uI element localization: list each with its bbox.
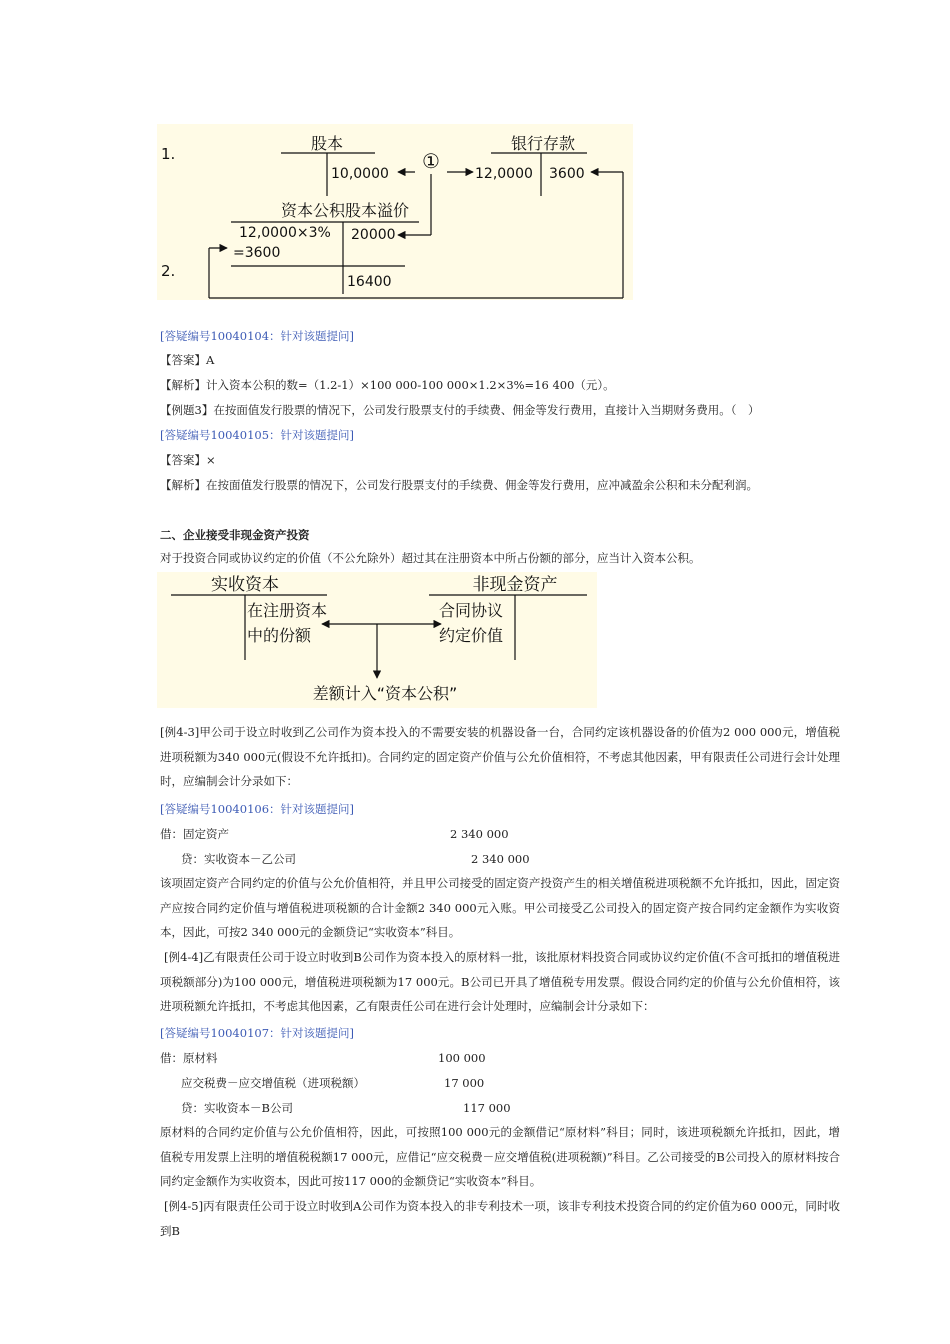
ex44-note: 原材料的合同约定价值与公允价值相符，因此，可按照100 000元的金额借记“原材料”科目；同时，该进项税额允许抵扣，因此，增值税专用发票上注明的增值税税额17 000元，应借记“应交税费－应交增值税(进项税额)”科目。乙公司接受的B公司投入的原材料按合同约定金额作为实收资本，因此可按117 000的金额贷记“实收资本”科目。 xyxy=(160,1125,840,1188)
q3-analysis: 【解析】在按面值发行股票的情况下，公司发行股票支付的手续费、佣金等发行费用，应冲减盈余公积和未分配利润。 xyxy=(160,478,758,492)
account-bank: 银行存款 xyxy=(510,134,576,153)
bank-credit: 3600 xyxy=(549,166,585,182)
ex44-debit2-amount: 17 000 xyxy=(444,1076,485,1090)
ex44-link[interactable]: [答疑编号10040107：针对该题提问] xyxy=(160,1026,355,1040)
bank-debit: 12,0000 xyxy=(475,166,533,182)
row1-label: 1. xyxy=(161,145,176,163)
ex43-text: [例4-3]甲公司于设立时收到乙公司作为资本投入的不需要安装的机器设备一台，合同约定该机器设备的价值为2 000 000元，增值税进项税额为340 000元(假设不允许抵扣)。合同约定的固定资产价值与公允价值相符，不考虑其他因素，甲有限责任公司进行会计处理时，应编制会计分录如下： xyxy=(160,725,840,788)
ex43-credit-amount: 2 340 000 xyxy=(471,852,530,866)
bottom-note: 差额计入“资本公积” xyxy=(312,684,458,703)
t-account-diagram-1 xyxy=(157,124,633,300)
ex44-credit: 贷：实收资本－B公司 xyxy=(181,1101,293,1115)
ex44-debit1-amount: 100 000 xyxy=(438,1051,486,1065)
left-line1: 在注册资本 xyxy=(247,601,328,620)
ex44-text: [例4-4]乙有限责任公司于设立时收到B公司作为资本投入的原材料一批，该批原材料投资合同或协议约定价值(不含可抵扣的增值税进项税额部分)为100 000元，增值税进项税额为17 000元。B公司已开具了增值税专用发票。假设合同约定的价值与公允价值相符，该进项税额允许抵扣，不考虑其他因素，乙有限责任公司在进行会计处理时，应编制会计分录如下： xyxy=(160,950,840,1013)
q3-link[interactable]: [答疑编号10040105：针对该题提问] xyxy=(160,428,355,442)
ex43-note: 该项固定资产合同约定的价值与公允价值相符，并且甲公司接受的固定资产投资产生的相关增值税进项税额不允许抵扣，因此，固定资产应按合同约定价值与增值税进项税额的合计金额2 340 000元入账。甲公司接受乙公司投入的固定资产按合同约定金额作为实收资本，因此，可按2 340 000元的金额贷记“实收资本”科目。 xyxy=(160,876,840,939)
left-line2: 中的份额 xyxy=(247,626,312,645)
q1-analysis: 【解析】计入资本公积的数=（1.2-1）×100 000-100 000×1.2×3%=16 400（元）。 xyxy=(160,378,615,392)
q1-link[interactable]: [答疑编号10040104：针对该题提问] xyxy=(160,329,355,343)
account-share-capital: 股本 xyxy=(310,134,344,153)
share-capital-credit: 10,0000 xyxy=(331,166,389,182)
circle-mark: ① xyxy=(422,149,440,173)
premium-debit-line1: 12,0000×3% xyxy=(239,225,331,241)
section2-intro: 对于投资合同或协议约定的价值（不公允除外）超过其在注册资本中所占份额的部分，应当计入资本公积。 xyxy=(160,551,701,565)
ex45-text: [例4-5]丙有限责任公司于设立时收到A公司作为资本投入的非专利技术一项，该非专利技术投资合同的约定价值为60 000元，同时收到B xyxy=(160,1199,840,1238)
ex43-debit: 借：固定资产 xyxy=(160,827,229,841)
row2-label: 2. xyxy=(161,262,176,280)
ex43-debit-amount: 2 340 000 xyxy=(450,827,509,841)
premium-balance: 16400 xyxy=(347,274,392,290)
left-account: 实收资本 xyxy=(211,575,279,595)
ex44-debit1: 借：原材料 xyxy=(160,1051,218,1065)
ex44-debit2: 应交税费－应交增值税（进项税额） xyxy=(181,1076,365,1090)
q3-question: 【例题3】在按面值发行股票的情况下，公司发行股票支付的手续费、佣金等发行费用，直接计入当期财务费用。（ ） xyxy=(160,403,760,417)
account-premium: 资本公积股本溢价 xyxy=(280,201,410,220)
right-line2: 约定价值 xyxy=(439,626,504,645)
ex44-credit-amount: 117 000 xyxy=(463,1101,511,1115)
premium-debit-line2: =3600 xyxy=(233,245,281,261)
ex43-credit: 贷：实收资本－乙公司 xyxy=(181,852,296,866)
q3-answer: 【答案】× xyxy=(160,453,216,467)
q1-answer: 【答案】A xyxy=(160,353,215,367)
premium-credit: 20000 xyxy=(351,227,396,243)
right-account: 非现金资产 xyxy=(472,575,558,595)
section2-heading: 二、企业接受非现金资产投资 xyxy=(160,528,310,542)
right-line1: 合同协议 xyxy=(439,601,504,620)
ex43-link[interactable]: [答疑编号10040106：针对该题提问] xyxy=(160,802,355,816)
t-account-diagram-2 xyxy=(157,572,597,708)
